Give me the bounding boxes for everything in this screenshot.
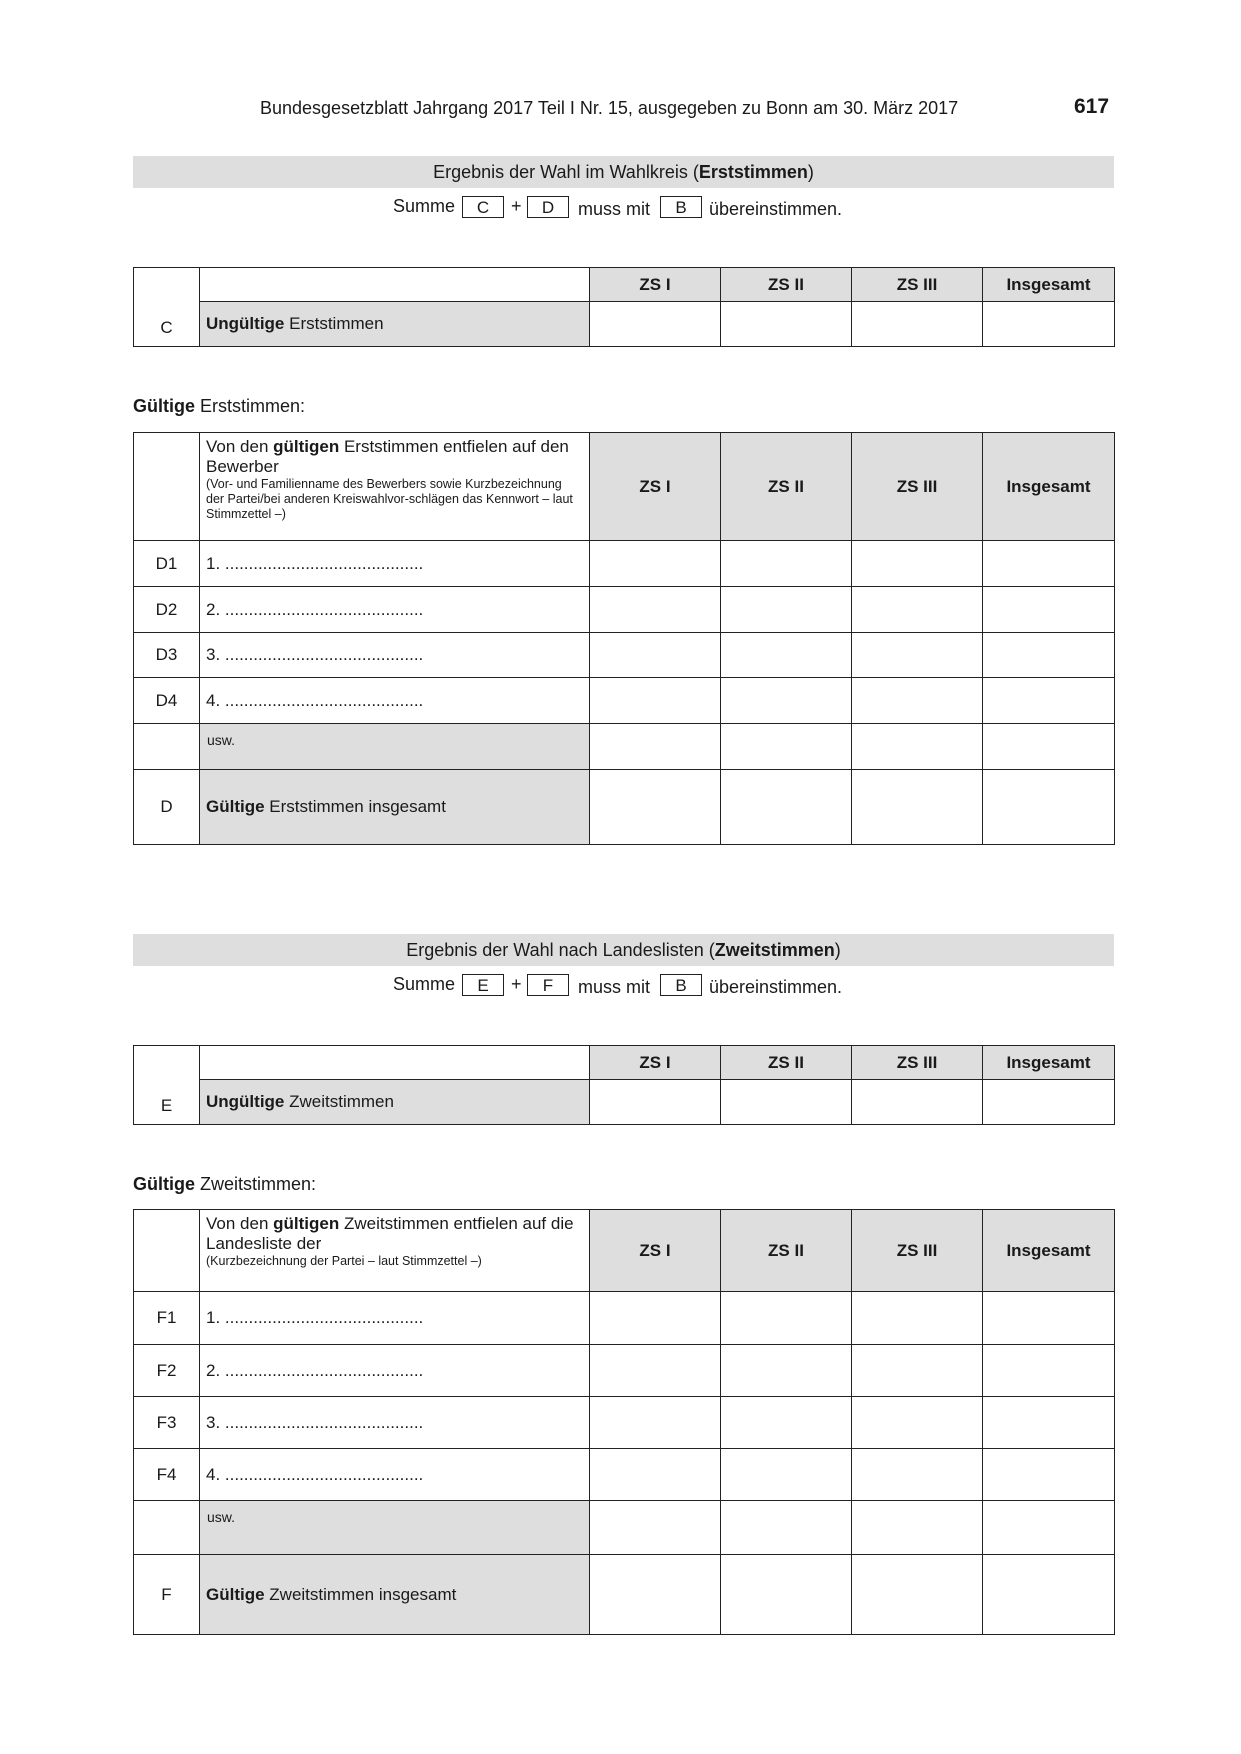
code-box-c: C: [462, 196, 504, 218]
input-cell[interactable]: [721, 1292, 852, 1345]
party-line[interactable]: 3. ..........................................: [200, 1397, 590, 1449]
input-cell[interactable]: [590, 1080, 721, 1125]
candidate-line[interactable]: 4. ..........................................: [200, 678, 590, 724]
total-label: [200, 770, 590, 845]
table-invalid-zweitstimmen: [133, 1045, 1115, 1125]
table-invalid-erststimmen: [133, 267, 1115, 347]
section-label-valid-zweitstimmen: [133, 1174, 316, 1195]
input-cell[interactable]: [721, 302, 852, 347]
input-cell[interactable]: [852, 302, 983, 347]
plus-sign: +: [511, 196, 522, 216]
input-cell[interactable]: [721, 1080, 852, 1125]
page-number: 617: [1074, 95, 1110, 118]
input-cell[interactable]: [983, 1345, 1115, 1397]
party-header: [200, 1210, 590, 1292]
input-cell[interactable]: [983, 1292, 1115, 1345]
input-cell[interactable]: [590, 1501, 721, 1555]
input-cell[interactable]: [590, 302, 721, 347]
col-header-total: Insgesamt: [983, 1210, 1115, 1292]
input-cell[interactable]: [852, 1449, 983, 1501]
summe-label: Summe: [393, 196, 456, 216]
header-text: Von den: [206, 437, 274, 456]
row-code: F: [134, 1555, 200, 1635]
row-code: F4: [134, 1449, 200, 1501]
bar-text: Ergebnis der Wahl im Wahlkreis (: [433, 162, 699, 182]
col-header-zs2: ZS II: [721, 1046, 852, 1080]
label-bold: Gültige: [206, 797, 265, 816]
plus-sign: +: [511, 974, 522, 994]
input-cell[interactable]: [721, 587, 852, 633]
col-header-zs1: ZS I: [590, 268, 721, 302]
input-cell[interactable]: [721, 633, 852, 678]
col-header-total: Insgesamt: [983, 268, 1115, 302]
input-cell[interactable]: [590, 633, 721, 678]
code-box-e: E: [462, 974, 504, 996]
input-cell[interactable]: [721, 678, 852, 724]
summe-label: Summe: [393, 974, 456, 994]
input-cell[interactable]: [852, 1345, 983, 1397]
input-cell[interactable]: [983, 1501, 1115, 1555]
candidate-header: [200, 433, 590, 541]
table-valid-zweitstimmen: [133, 1209, 1115, 1635]
bar-text: Ergebnis der Wahl nach Landeslisten (: [406, 940, 715, 960]
input-cell[interactable]: [590, 541, 721, 587]
page-header: Bundesgesetzblatt Jahrgang 2017 Teil I Nr. 15, ausgegeben zu Bonn am 30. März 2017: [260, 98, 959, 118]
candidate-line[interactable]: 1. ..........................................: [200, 541, 590, 587]
empty-header-cell: [200, 1046, 590, 1080]
header-note: (Vor- und Familienname des Bewerbers sowie Kurzbezeichnung der Partei/bei anderen Kreiswahlvor-schlägen das Kennwort – laut Stimmzettel –): [206, 477, 573, 521]
col-header-zs3: ZS III: [852, 433, 983, 541]
col-header-zs1: ZS I: [590, 1046, 721, 1080]
input-cell[interactable]: [852, 587, 983, 633]
candidate-line[interactable]: 3. ..........................................: [200, 633, 590, 678]
label-text: Zweitstimmen insgesamt: [264, 1584, 457, 1604]
input-cell[interactable]: [852, 1080, 983, 1125]
header-bold: gültigen: [273, 1214, 340, 1233]
input-cell[interactable]: [721, 541, 852, 587]
col-header-zs1: ZS I: [590, 1210, 721, 1292]
row-code: D4: [134, 678, 200, 724]
label-text: Erststimmen:: [195, 396, 306, 416]
input-cell[interactable]: [852, 633, 983, 678]
code-box-f: F: [527, 974, 569, 996]
header-bold: gültigen: [273, 437, 340, 456]
uebereinstimmen-text: übereinstimmen.: [709, 199, 843, 219]
input-cell[interactable]: [983, 1080, 1115, 1125]
row-code: F2: [134, 1345, 200, 1397]
input-cell[interactable]: [852, 1501, 983, 1555]
code-box-b: B: [660, 196, 702, 218]
empty-header-cell: [200, 268, 590, 302]
col-header-zs1: ZS I: [590, 433, 721, 541]
input-cell[interactable]: [852, 541, 983, 587]
col-header-zs3: ZS III: [852, 1210, 983, 1292]
empty-code-cell: [134, 433, 200, 541]
input-cell[interactable]: [590, 770, 721, 845]
input-cell[interactable]: [983, 541, 1115, 587]
input-cell[interactable]: [983, 1397, 1115, 1449]
bar-text-end: ): [834, 940, 841, 960]
row-code: F3: [134, 1397, 200, 1449]
input-cell[interactable]: [590, 587, 721, 633]
input-cell[interactable]: [983, 1449, 1115, 1501]
code-box-d: D: [527, 196, 569, 218]
col-header-total: Insgesamt: [983, 1046, 1115, 1080]
empty-code-cell: [134, 724, 200, 770]
table-valid-erststimmen: [133, 432, 1115, 845]
input-cell[interactable]: [852, 1555, 983, 1635]
input-cell[interactable]: [983, 1555, 1115, 1635]
input-cell[interactable]: [590, 1397, 721, 1449]
code-box-b: B: [660, 974, 702, 996]
row-label: [200, 302, 590, 347]
col-header-zs3: ZS III: [852, 1046, 983, 1080]
input-cell[interactable]: [983, 724, 1115, 770]
input-cell[interactable]: [590, 1449, 721, 1501]
input-cell[interactable]: [590, 1555, 721, 1635]
row-code: D: [134, 770, 200, 845]
row-label: [200, 1080, 590, 1125]
input-cell[interactable]: [721, 724, 852, 770]
uebereinstimmen-text: übereinstimmen.: [709, 977, 843, 997]
input-cell[interactable]: [721, 1555, 852, 1635]
col-header-zs2: ZS II: [721, 1210, 852, 1292]
col-header-zs3: ZS III: [852, 268, 983, 302]
usw-label: usw.: [200, 1501, 590, 1555]
sum-check-zweitstimmen: [133, 974, 1114, 1002]
col-header-total: Insgesamt: [983, 433, 1115, 541]
party-line[interactable]: 1. ..........................................: [200, 1292, 590, 1345]
label-bold: Ungültige: [206, 314, 285, 333]
row-code: D3: [134, 633, 200, 678]
label-bold: Ungültige: [206, 1092, 285, 1111]
party-line[interactable]: 2. ..........................................: [200, 1345, 590, 1397]
input-cell[interactable]: [721, 1501, 852, 1555]
muss-mit-text: muss mit: [578, 977, 650, 997]
label-text: Erststimmen: [284, 314, 384, 333]
empty-code-cell: [134, 1501, 200, 1555]
party-line[interactable]: 4. ..........................................: [200, 1449, 590, 1501]
input-cell[interactable]: [721, 770, 852, 845]
input-cell[interactable]: [590, 724, 721, 770]
header-text: Von den: [206, 1214, 274, 1233]
input-cell[interactable]: [983, 587, 1115, 633]
bar-text-end: ): [807, 162, 814, 182]
row-code: D2: [134, 587, 200, 633]
section-label-valid-erststimmen: [133, 396, 305, 417]
input-cell[interactable]: [721, 1345, 852, 1397]
input-cell[interactable]: [852, 724, 983, 770]
bar-bold: Zweitstimmen: [714, 940, 835, 960]
label-text: Zweitstimmen:: [195, 1174, 317, 1194]
label-text: Zweitstimmen: [284, 1092, 394, 1111]
input-cell[interactable]: [852, 1292, 983, 1345]
input-cell[interactable]: [721, 1397, 852, 1449]
input-cell[interactable]: [983, 678, 1115, 724]
input-cell[interactable]: [852, 678, 983, 724]
row-code: F1: [134, 1292, 200, 1345]
label-text: Erststimmen insgesamt: [264, 797, 446, 816]
label-bold: Gültige: [133, 396, 195, 416]
sum-check-erststimmen: [133, 196, 1114, 224]
total-label: [200, 1555, 590, 1635]
section-bar-zweitstimmen: [133, 934, 1114, 966]
row-code: E: [134, 1046, 200, 1125]
col-header-zs2: ZS II: [721, 433, 852, 541]
input-cell[interactable]: [590, 678, 721, 724]
row-code: D1: [134, 541, 200, 587]
row-code: C: [134, 268, 200, 347]
input-cell[interactable]: [852, 770, 983, 845]
header-text-end: Erststimmen entfielen auf den Bewerber: [206, 437, 569, 476]
input-cell[interactable]: [721, 1449, 852, 1501]
muss-mit-text: muss mit: [578, 199, 650, 219]
usw-label: usw.: [200, 724, 590, 770]
label-bold: Gültige: [206, 1584, 265, 1604]
input-cell[interactable]: [590, 1292, 721, 1345]
input-cell[interactable]: [983, 633, 1115, 678]
header-note: (Kurzbezeichnung der Partei – laut Stimmzettel –): [206, 1254, 482, 1268]
section-bar-erststimmen: [133, 156, 1114, 188]
input-cell[interactable]: [852, 1397, 983, 1449]
candidate-line[interactable]: 2. ..........................................: [200, 587, 590, 633]
empty-code-cell: [134, 1210, 200, 1292]
bar-bold: Erststimmen: [698, 162, 808, 182]
col-header-zs2: ZS II: [721, 268, 852, 302]
input-cell[interactable]: [983, 770, 1115, 845]
input-cell[interactable]: [983, 302, 1115, 347]
input-cell[interactable]: [590, 1345, 721, 1397]
label-bold: Gültige: [133, 1174, 195, 1194]
header-text-end: Zweitstimmen entfielen auf die Landesliste der: [206, 1214, 574, 1253]
